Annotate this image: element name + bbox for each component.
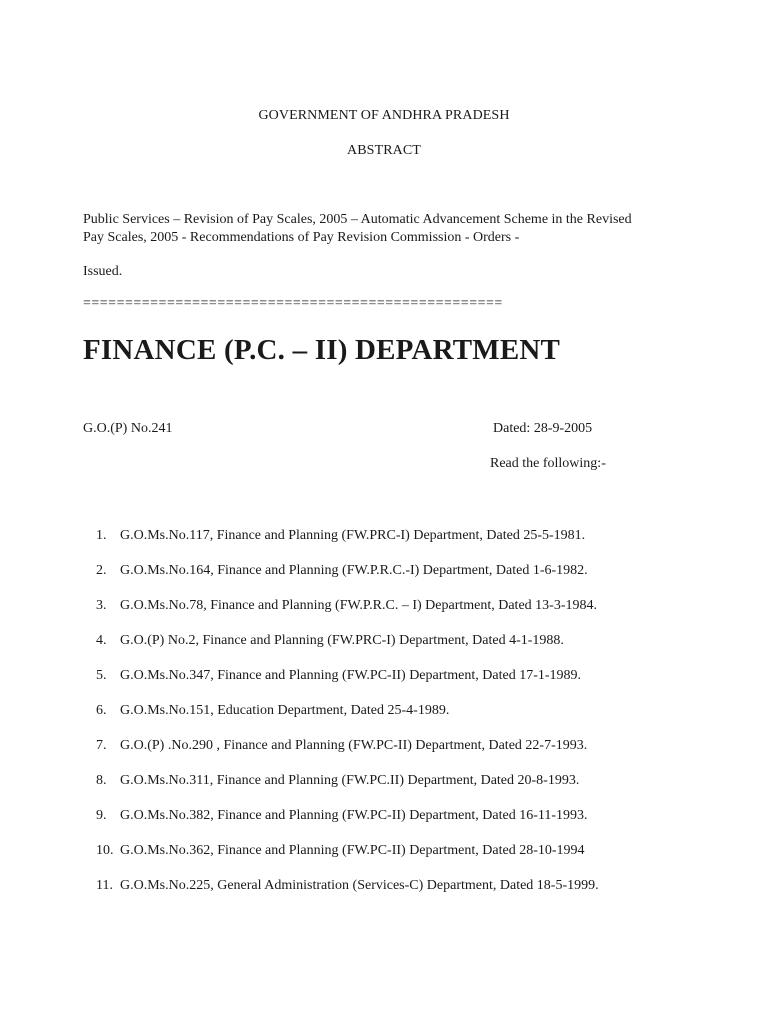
reference-item [96,596,599,631]
issued-text: Issued. [83,264,123,279]
reference-item [96,771,599,806]
reference-number: 7. [96,738,107,753]
reference-number: 2. [96,563,107,578]
department-title: FINANCE (P.C. – II) DEPARTMENT [83,334,561,366]
reference-item [96,736,599,771]
reference-number: 4. [96,633,107,648]
reference-number: 11. [96,878,113,893]
reference-number: 8. [96,773,107,788]
reference-item [96,561,599,596]
reference-number: 6. [96,703,107,718]
reference-text: G.O.Ms.No.362, Finance and Planning (FW.PC-II) Department, Dated 28-10-1994 [120,843,585,858]
reference-text: G.O.Ms.No.151, Education Department, Dated 25-4-1989. [120,703,450,718]
reference-number: 3. [96,598,107,613]
reference-item [96,841,599,876]
government-title: GOVERNMENT OF ANDHRA PRADESH [258,108,510,123]
reference-text: G.O.Ms.No.311, Finance and Planning (FW.PC.II) Department, Dated 20-8-1993. [120,773,580,788]
subject-line-1: Public Services – Revision of Pay Scales, 2005 – Automatic Advancement Scheme in the Revised [83,212,632,227]
order-number: G.O.(P) No.241 [83,421,173,436]
reference-number: 10. [96,843,114,858]
separator-line: ================================================== [83,296,503,311]
reference-text: G.O.(P) .No.290 , Finance and Planning (FW.PC-II) Department, Dated 22-7-1993. [120,738,588,753]
reference-text: G.O.Ms.No.117, Finance and Planning (FW.PRC-I) Department, Dated 25-5-1981. [120,528,586,543]
reference-text: G.O.(P) No.2, Finance and Planning (FW.PRC-I) Department, Dated 4-1-1988. [120,633,564,648]
reference-item [96,666,599,701]
reference-item [96,701,599,736]
reference-text: G.O.Ms.No.78, Finance and Planning (FW.P.R.C. – I) Department, Dated 13-3-1984. [120,598,597,613]
reference-item [96,876,599,911]
reference-item [96,631,599,666]
subject-line-2: Pay Scales, 2005 - Recommendations of Pay Revision Commission - Orders - [83,230,520,245]
reference-item [96,806,599,841]
reference-text: G.O.Ms.No.164, Finance and Planning (FW.P.R.C.-I) Department, Dated 1-6-1982. [120,563,588,578]
reference-list [96,526,599,911]
reference-item [96,526,599,561]
reference-number: 5. [96,668,107,683]
reference-number: 9. [96,808,107,823]
reference-number: 1. [96,528,107,543]
subject-paragraph [83,211,683,247]
read-following-label: Read the following:- [490,456,606,471]
reference-text: G.O.Ms.No.225, General Administration (Services-C) Department, Dated 18-5-1999. [120,878,599,893]
reference-text: G.O.Ms.No.347, Finance and Planning (FW.PC-II) Department, Dated 17-1-1989. [120,668,582,683]
reference-text: G.O.Ms.No.382, Finance and Planning (FW.PC-II) Department, Dated 16-11-1993. [120,808,588,823]
order-date: Dated: 28-9-2005 [493,421,593,436]
abstract-heading: ABSTRACT [347,143,421,158]
